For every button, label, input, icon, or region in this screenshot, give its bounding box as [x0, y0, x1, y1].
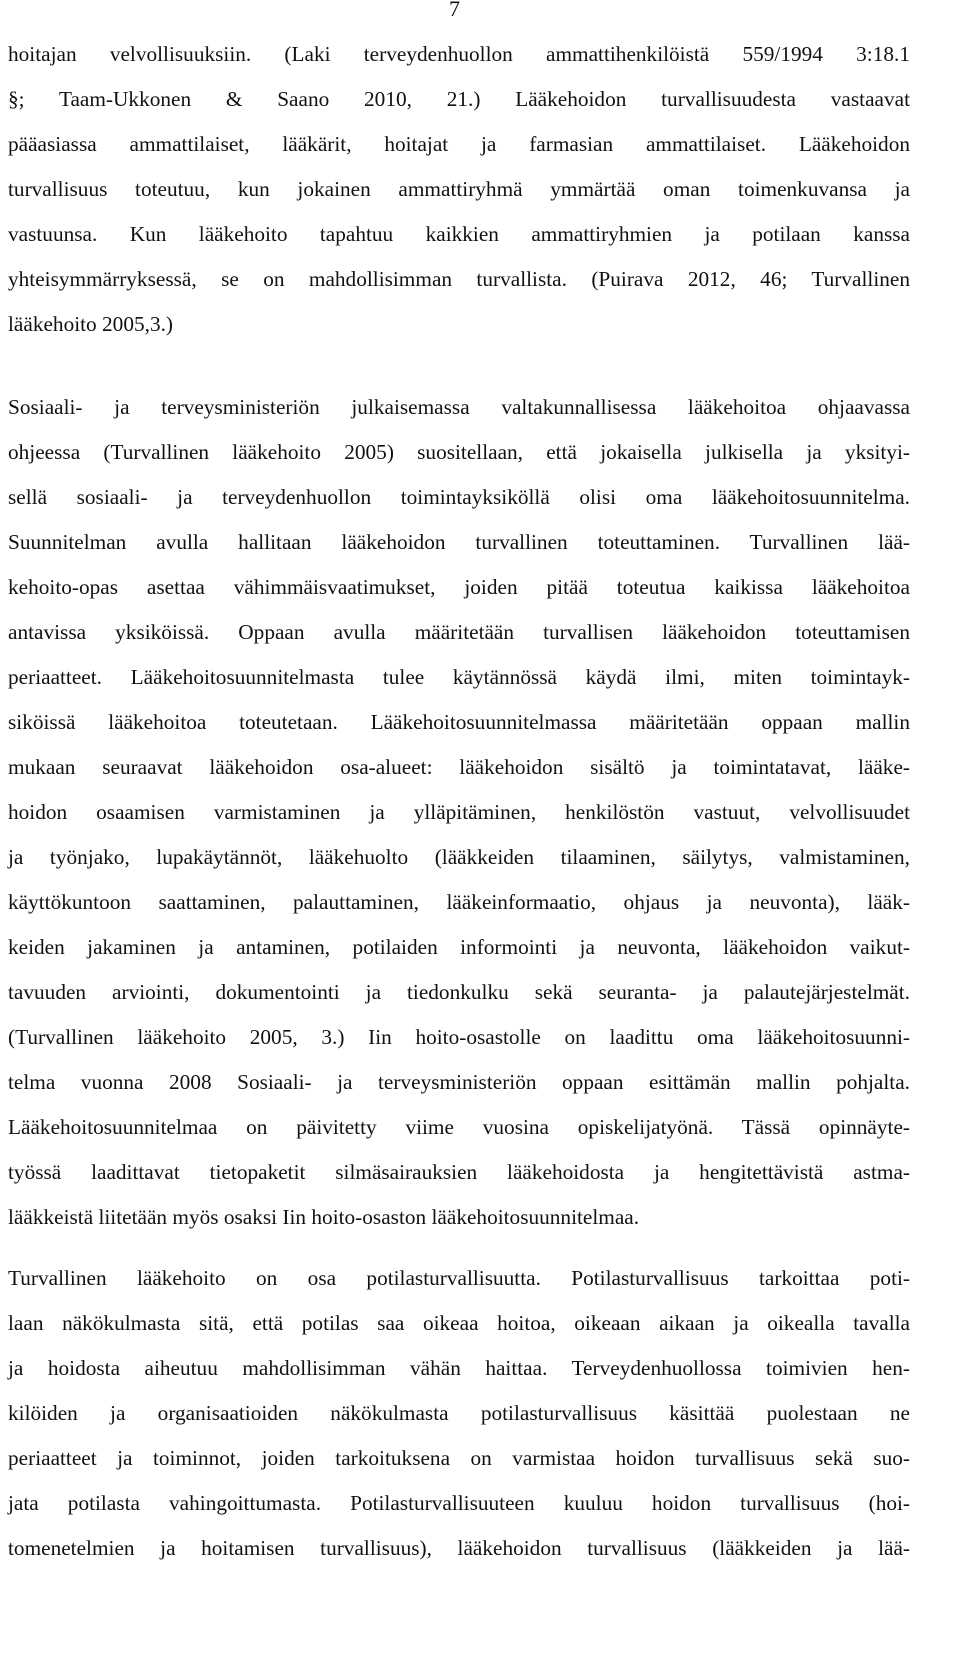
text-line: vastuunsa. Kun lääkehoito tapahtuu kaikkien ammattiryhmien ja potilaan kanssa: [8, 222, 910, 246]
text-line: jata potilasta vahingoittumasta. Potilasturvallisuuteen kuuluu hoidon turvallisuus (hoi-: [8, 1491, 910, 1515]
text-line: hoidon osaamisen varmistaminen ja ylläpitäminen, henkilöstön vastuut, velvollisuudet: [8, 800, 910, 824]
text-line: yhteisymmärryksessä, se on mahdollisimman turvallista. (Puirava 2012, 46; Turvallinen: [8, 267, 910, 291]
text-line: siköissä lääkehoitoa toteutetaan. Lääkehoitosuunnitelmassa määritetään oppaan mallin: [8, 710, 910, 734]
text-line: Suunnitelman avulla hallitaan lääkehoidon turvallinen toteuttaminen. Turvallinen lää-: [8, 530, 910, 554]
text-line: telma vuonna 2008 Sosiaali- ja terveysministeriön oppaan esittämän mallin pohjalta.: [8, 1070, 910, 1094]
text-line: turvallisuus toteutuu, kun jokainen ammattiryhmä ymmärtää oman toimenkuvansa ja: [8, 177, 910, 201]
text-line: lääkkeistä liitetään myös osaksi Iin hoito-osaston lääkehoitosuunnitelmaa.: [8, 1205, 640, 1229]
text-line: Lääkehoitosuunnitelmaa on päivitetty viime vuosina opiskelijatyönä. Tässä opinnäyte-: [8, 1115, 910, 1139]
text-line: tomenetelmien ja hoitamisen turvallisuus), lääkehoidon turvallisuus (lääkkeiden ja lää-: [8, 1536, 910, 1560]
text-line: §; Taam-Ukkonen & Saano 2010, 21.) Lääkehoidon turvallisuudesta vastaavat: [8, 87, 910, 111]
text-line: kilöiden ja organisaatioiden näkökulmasta potilasturvallisuus käsittää puolestaan ne: [8, 1401, 910, 1425]
text-line: keiden jakaminen ja antaminen, potilaiden informointi ja neuvonta, lääkehoidon vaikut-: [8, 935, 910, 959]
text-line: lääkehoito 2005,3.): [8, 312, 174, 336]
text-line: sellä sosiaali- ja terveydenhuollon toimintayksiköllä olisi oma lääkehoitosuunnitelma.: [8, 485, 910, 509]
page-number: 7: [449, 0, 460, 21]
text-line: periaatteet. Lääkehoitosuunnitelmasta tulee käytännössä käydä ilmi, miten toimintayk-: [8, 665, 910, 689]
paragraph-2: [8, 385, 910, 1240]
text-line: ja hoidosta aiheutuu mahdollisimman vähän haittaa. Terveydenhuollossa toimivien hen-: [8, 1356, 910, 1380]
text-line: hoitajan velvollisuuksiin. (Laki terveydenhuollon ammattihenkilöistä 559/1994 3:18.1: [8, 42, 910, 66]
text-line: käyttökuntoon saattaminen, palauttaminen, lääkeinformaatio, ohjaus ja neuvonta), lääk-: [8, 890, 910, 914]
text-line: pääasiassa ammattilaiset, lääkärit, hoitajat ja farmasian ammattilaiset. Lääkehoidon: [8, 132, 910, 156]
text-line: Sosiaali- ja terveysministeriön julkaisemassa valtakunnallisessa lääkehoitoa ohjaavassa: [8, 395, 910, 419]
text-line: antavissa yksiköissä. Oppaan avulla määritetään turvallisen lääkehoidon toteuttamisen: [8, 620, 910, 644]
paragraph-3: [8, 1256, 910, 1571]
text-line: kehoito-opas asettaa vähimmäisvaatimukset, joiden pitää toteutua kaikissa lääkehoitoa: [8, 575, 910, 599]
text-line: periaatteet ja toiminnot, joiden tarkoituksena on varmistaa hoidon turvallisuus sekä suo-: [8, 1446, 910, 1470]
text-line: ohjeessa (Turvallinen lääkehoito 2005) suositellaan, että jokaisella julkisella ja yksityi-: [8, 440, 910, 464]
paragraph-1: [8, 32, 910, 347]
text-line: työssä laadittavat tietopaketit silmäsairauksien lääkehoidosta ja hengitettävistä astma-: [8, 1160, 910, 1184]
text-line: laan näkökulmasta sitä, että potilas saa oikeaa hoitoa, oikeaan aikaan ja oikealla tavalla: [8, 1311, 910, 1335]
text-line: mukaan seuraavat lääkehoidon osa-alueet: lääkehoidon sisältö ja toimintatavat, lääke-: [8, 755, 910, 779]
text-line: tavuuden arviointi, dokumentointi ja tiedonkulku sekä seuranta- ja palautejärjestelmät.: [8, 980, 910, 1004]
text-line: (Turvallinen lääkehoito 2005, 3.) Iin hoito-osastolle on laadittu oma lääkehoitosuunni-: [8, 1025, 910, 1049]
text-line: ja työnjako, lupakäytännöt, lääkehuolto (lääkkeiden tilaaminen, säilytys, valmistaminen,: [8, 845, 910, 869]
text-line: Turvallinen lääkehoito on osa potilasturvallisuutta. Potilasturvallisuus tarkoittaa poti-: [8, 1266, 910, 1290]
